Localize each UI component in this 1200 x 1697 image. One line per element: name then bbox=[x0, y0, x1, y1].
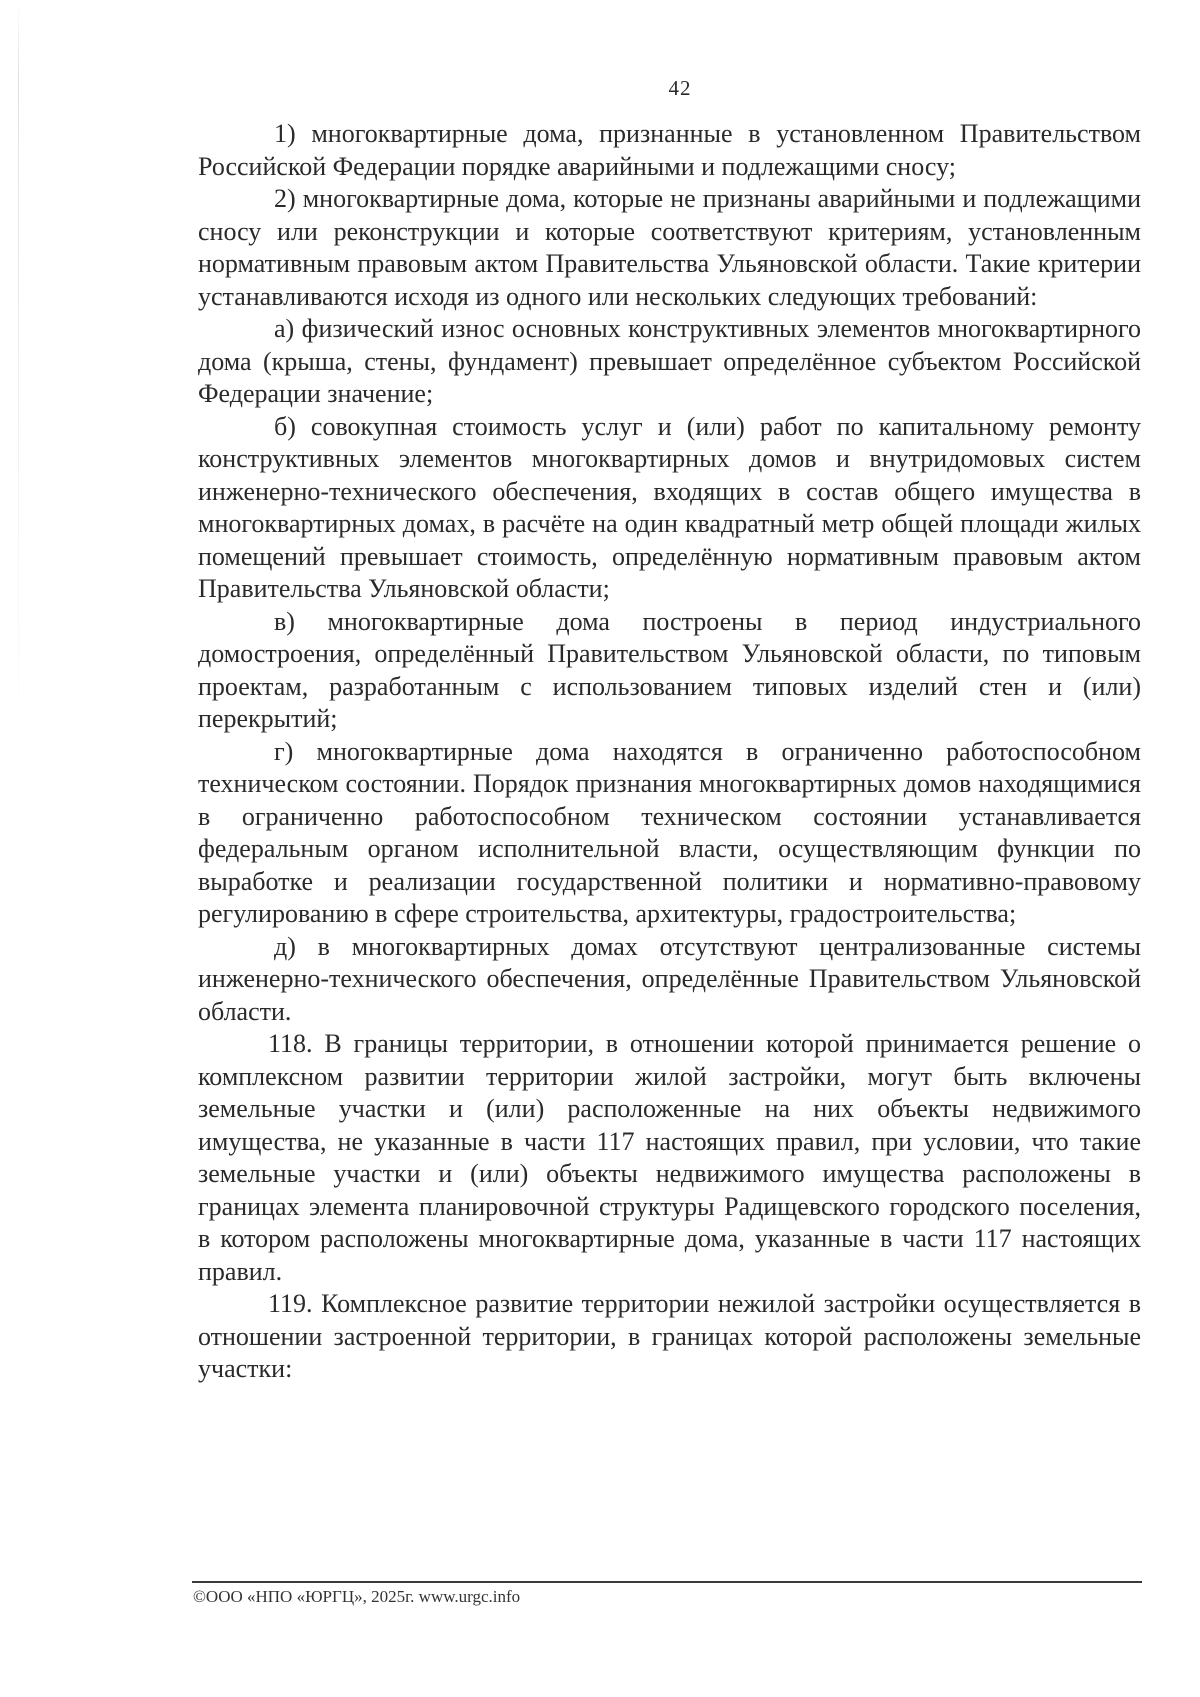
sub-item-b: б) совокупная стоимость услуг и (или) работ по капитальному ремонту конструктивных элементов многоквартирных домов и внутридомовых систем инженерно-технического обеспечения, входящих в состав общего имущества в многоквартирных домах, в расчёте на один квадратный метр общей площади жилых помещений превышает стоимость, определённую нормативным правовым актом Правительства Ульяновской области; bbox=[198, 411, 1141, 603]
section-119: 119. Комплексное развитие территории нежилой застройки осуществляется в отношении застроенной территории, в границах которой расположены земельные участки: bbox=[198, 1289, 1141, 1383]
footer-divider bbox=[192, 1581, 1142, 1583]
document-body bbox=[198, 118, 1141, 1386]
sub-item-a: а) физический износ основных конструктивных элементов многоквартирного дома (крыша, стены, фундамент) превышает определённое субъектом Российской Федерации значение; bbox=[198, 314, 1141, 408]
sub-item-d: д) в многоквартирных домах отсутствуют централизованные системы инженерно-технического обеспечения, определённые Правительством Ульяновской области. bbox=[198, 931, 1141, 1026]
list-item-1: 1) многоквартирные дома, признанные в установленном Правительством Российской Федерации порядке аварийными и подлежащими сносу; bbox=[198, 119, 1141, 181]
list-item-2: 2) многоквартирные дома, которые не признаны аварийными и подлежащими сносу или реконструкции и которые соответствуют критериям, установленным нормативным правовым актом Правительства Ульяновской области. Такие критерии устанавливаются исходя из одного или нескольких следующих требований: bbox=[198, 184, 1141, 311]
sub-item-g: г) многоквартирные дома находятся в ограниченно работоспособном техническом состоянии. Порядок признания многоквартирных домов находящимися в ограниченно работоспособном техническом состоянии устанавливается федеральным органом исполнительной власти, осуществляющим функции по выработке и реализации государственной политики и нормативно-правовому регулированию в сфере строительства, архитектуры, градостроительства; bbox=[198, 736, 1141, 928]
page-number: 42 bbox=[668, 76, 692, 100]
sub-item-v: в) многоквартирные дома построены в период индустриального домостроения, определённый Правительством Ульяновской области, по типовым проектам, разработанным с использованием типовых изделий стен и (или) перекрытий; bbox=[198, 606, 1141, 733]
section-118: 118. В границы территории, в отношении которой принимается решение о комплексном развитии территории жилой застройки, могут быть включены земельные участки и (или) расположенные на них объекты недвижимого имущества, не указанные в части 117 настоящих правил, при условии, что такие земельные участки и (или) объекты недвижимого имущества расположены в границах элемента планировочной структуры Радищевского городского поселения, в котором расположены многоквартирные дома, указанные в части 117 настоящих правил. bbox=[198, 1029, 1141, 1286]
footer-copyright: ©ООО «НПО «ЮРГЦ», 2025г. www.urgc.info bbox=[193, 1587, 521, 1606]
scan-edge-shadow bbox=[18, 0, 19, 760]
